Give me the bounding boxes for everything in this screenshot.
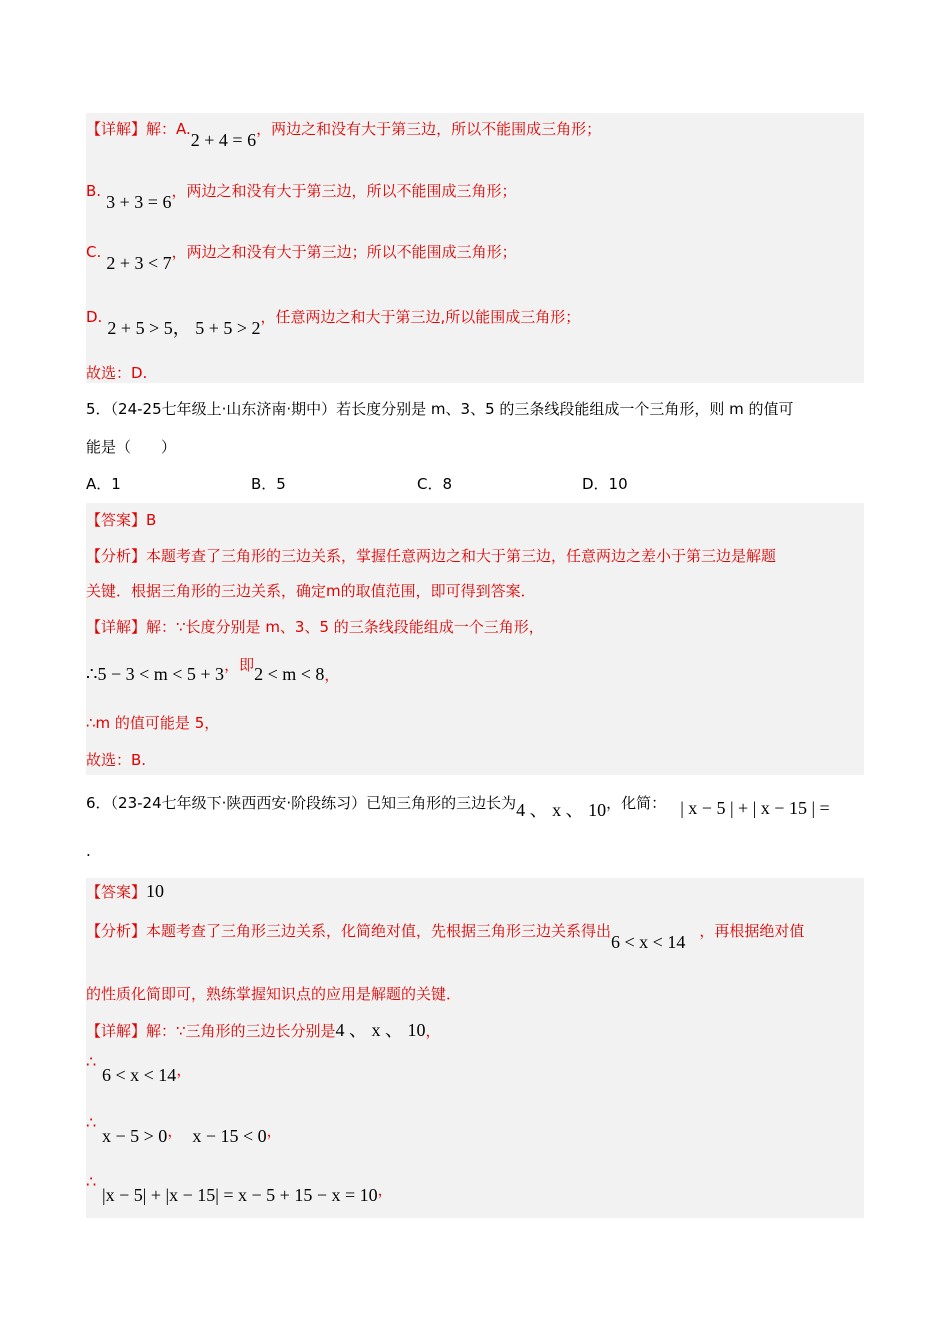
q6-step2: [86, 1113, 282, 1153]
q6-step1-math: 6 < x < 14: [102, 1065, 177, 1085]
q5-answer: 【答案】B: [86, 511, 157, 529]
q4-detail-d: [86, 302, 581, 338]
q6-answer-label: 【答案】: [86, 883, 147, 901]
q4-detail-a-label: 【详解】解：A.: [86, 120, 191, 138]
q5-step2: ∴m 的值可能是 5，: [86, 714, 220, 732]
q6-step1-comma: ，: [176, 1061, 192, 1079]
q5-option-a: A．1: [86, 475, 121, 493]
q4-detail-c-text: ，两边之和没有大于第三边；所以不能围成三角形；: [171, 243, 517, 261]
q4-detail-a: [86, 118, 602, 150]
q4-detail-b-math: 3 + 3 = 6: [106, 192, 172, 212]
q5-analysis-line2: 关键．根据三角形的三边关系，确定m的取值范围，即可得到答案．: [86, 582, 536, 600]
q5-step1-mid: ，即: [224, 656, 255, 674]
q4-detail-c: [86, 241, 517, 273]
q6-stem-mid: ，化简：: [606, 794, 667, 812]
q6-step2a-comma: ，: [167, 1122, 183, 1140]
q4-detail-a-text: ，两边之和没有大于第三边，所以不能围成三角形；: [256, 120, 602, 138]
q6-analysis-line1: [86, 920, 805, 952]
q6-stem-math: 4 、 x 、 10: [516, 800, 607, 820]
q6-detail-text: 【详解】解：∵三角形的三边长分别是: [86, 1022, 336, 1040]
q5-step1: [86, 656, 340, 685]
q4-detail-d-math: 2 + 5 > 5， 5 + 5 > 2: [107, 318, 261, 338]
therefore-icon: ∴: [86, 1052, 97, 1071]
q6-step2b-math: x − 15 < 0: [192, 1126, 267, 1146]
q5-step1-end: ，: [324, 666, 340, 684]
q6-answer-value: 10: [146, 881, 165, 901]
q6-step3-math: |x − 5| + |x − 15| = x − 5 + 15 − x = 10: [102, 1185, 378, 1205]
q5-option-b: B．5: [251, 475, 286, 493]
q4-detail-d-label: D.: [86, 308, 103, 326]
q6-analysis-end: ，再根据绝对值: [699, 922, 805, 940]
q5-detail: 【详解】解：∵长度分别是 m、3、5 的三条线段能组成一个三角形，: [86, 618, 544, 636]
q6-stem-expr: | x − 5 | + | x − 15 | =: [680, 798, 830, 818]
q6-stem-text: 6．（23-24七年级下·陕西西安·阶段练习）已知三角形的三边长为: [86, 794, 517, 812]
q5-option-d: D．10: [582, 475, 628, 493]
q6-step3-comma: ，: [377, 1181, 393, 1199]
q5-stem-line1: 5．（24-25七年级上·山东济南·期中）若长度分别是 m、3、5 的三条线段能组成一个三角形，则 m 的值可: [86, 400, 794, 418]
therefore-icon: ∴: [86, 1113, 97, 1132]
q6-answer: [86, 881, 164, 902]
q4-detail-c-math: 2 + 3 < 7: [106, 253, 172, 273]
q4-detail-a-math: 2 + 4 = 6: [190, 130, 257, 150]
solution-block-q5: [86, 503, 864, 775]
q6-detail: [86, 1016, 441, 1042]
q6-detail-end: ，: [425, 1022, 441, 1040]
q6-analysis-math: 6 < x < 14: [611, 932, 686, 952]
q4-detail-d-text: ，任意两边之和大于第三边,所以能围成三角形；: [260, 308, 581, 326]
q6-step1: [86, 1052, 191, 1092]
q5-step1-math2: 2 < m < 8: [254, 664, 325, 684]
q6-step2b-comma: ，: [266, 1122, 282, 1140]
q4-detail-b: [86, 180, 517, 212]
q4-detail-b-label: B.: [86, 182, 102, 200]
q4-conclusion: 故选：D.: [86, 364, 148, 382]
q5-option-c: C．8: [417, 475, 453, 493]
q5-analysis-line1: 【分析】本题考查了三角形的三边关系，掌握任意两边之和大于第三边，任意两边之差小于第三边是解题: [86, 547, 777, 565]
q6-stem-line2: .: [86, 842, 91, 860]
q6-step2a-math: x − 5 > 0: [102, 1126, 168, 1146]
q4-detail-c-label: C.: [86, 243, 102, 261]
q6-step3: [86, 1172, 393, 1212]
q6-stem-line1: [86, 788, 830, 820]
therefore-icon: ∴: [86, 1172, 97, 1191]
q6-detail-math: 4 、 x 、 10: [335, 1020, 426, 1040]
q5-step1-math: ∴5 − 3 < m < 5 + 3: [86, 664, 225, 684]
q4-detail-b-text: ，两边之和没有大于第三边，所以不能围成三角形；: [171, 182, 517, 200]
q6-analysis-text: 【分析】本题考查了三角形三边关系，化简绝对值，先根据三角形三边关系得出: [86, 922, 612, 940]
q6-analysis-line2: 的性质化简即可，熟练掌握知识点的应用是解题的关键．: [86, 985, 462, 1003]
q5-conclusion: 故选：B.: [86, 751, 147, 769]
q5-stem-line2: 能是（ ）: [86, 438, 177, 456]
